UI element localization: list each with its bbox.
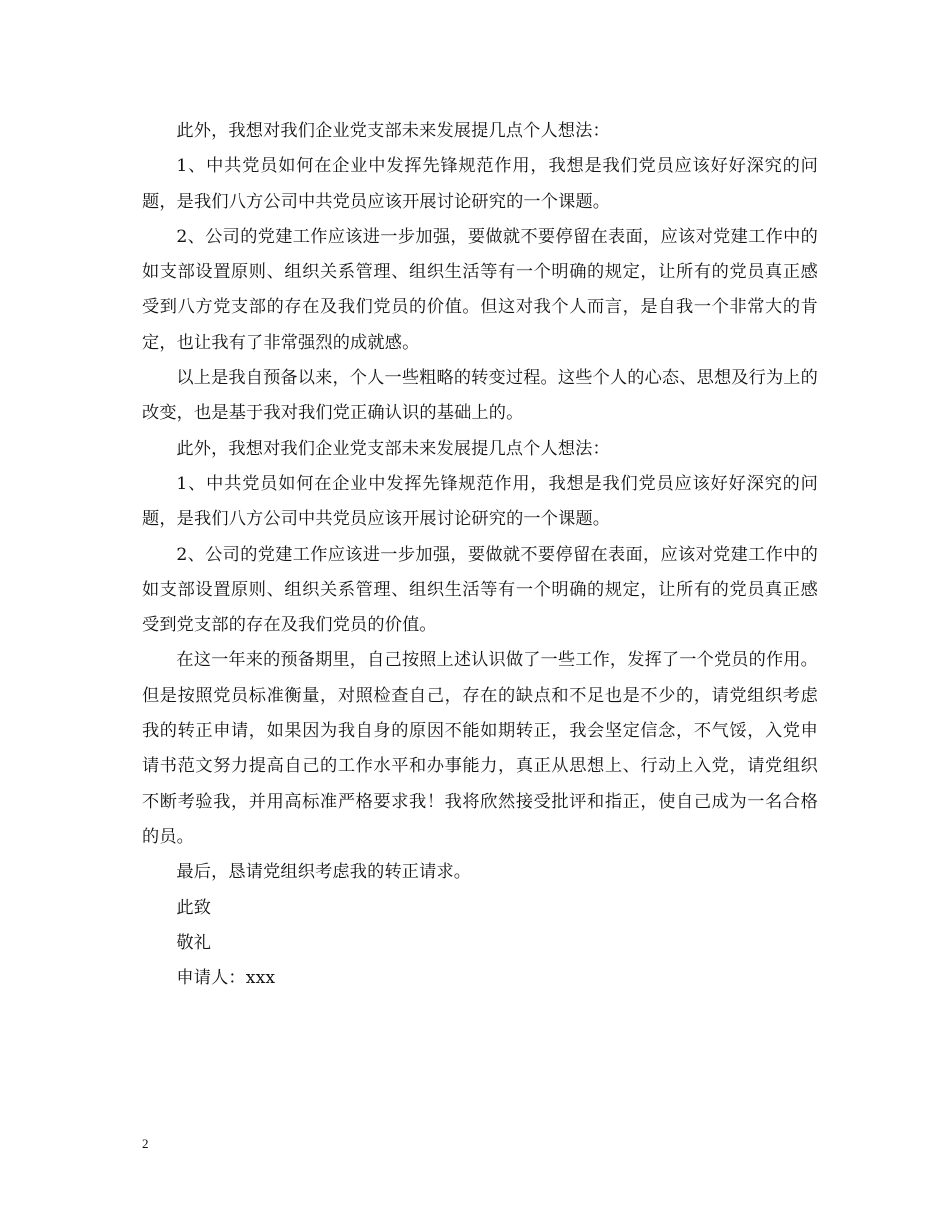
paragraph-point-2-repeat: 2、公司的党建工作应该进一步加强，要做就不要停留在表面，应该对党建工作中的如支部设置原则、组织关系管理、组织生活等有一个明确的规定，让所有的党员真正感受到党支部的存在及我们党员的价值。 [142, 544, 818, 636]
paragraph-probation-review: 在这一年来的预备期里，自己按照上述认识做了一些工作，发挥了一个党员的作用。但是按照党员标准衡量，对照检查自己，存在的缺点和不足也是不少的，请党组织考虑我的转正申请，如果因为我自身的原因不能如期转正，我会坚定信念，不气馁，入党申请书范文努力提高自己的工作水平和办事能力，真正从思想上、行动上入党，请党组织不断考验我，并用高标准严格要求我！我将欣然接受批评和指正，使自己成为一名合格的员。 [142, 650, 818, 847]
salutation-cizhi: 此致 [176, 897, 212, 918]
paragraph-intro: 此外，我想对我们企业党支部未来发展提几点个人想法： [176, 121, 610, 141]
page-number: 2 [142, 1136, 149, 1151]
paragraph-summary: 以上是我自预备以来，个人一些粗略的转变过程。这些个人的心态、思想及行为上的改变，也是基于我对我们党正确认识的基础上的。 [142, 368, 818, 424]
paragraph-point-1-repeat: 1、中共党员如何在企业中发挥先锋规范作用，我想是我们党员应该好好深究的问题，是我们八方公司中共党员应该开展讨论研究的一个课题。 [142, 473, 818, 530]
salutation-jingli: 敬礼 [176, 932, 212, 953]
document-body [142, 114, 818, 996]
applicant-signature: 申请人：xxx [176, 968, 276, 989]
paragraph-intro-repeat: 此外，我想对我们企业党支部未来发展提几点个人想法： [176, 438, 610, 459]
paragraph-closing-request: 最后，恳请党组织考虑我的转正请求。 [176, 862, 472, 883]
paragraph-point-1: 1、中共党员如何在企业中发挥先锋规范作用，我想是我们党员应该好好深究的问题，是我们八方公司中共党员应该开展讨论研究的一个课题。 [142, 156, 818, 212]
paragraph-point-2: 2、公司的党建工作应该进一步加强，要做就不要停留在表面，应该对党建工作中的如支部设置原则、组织关系管理、组织生活等有一个明确的规定，让所有的党员真正感受到八方党支部的存在及我们党员的价值。但这对我个人而言，是自我一个非常大的肯定，也让我有了非常强烈的成就感。 [142, 226, 818, 353]
